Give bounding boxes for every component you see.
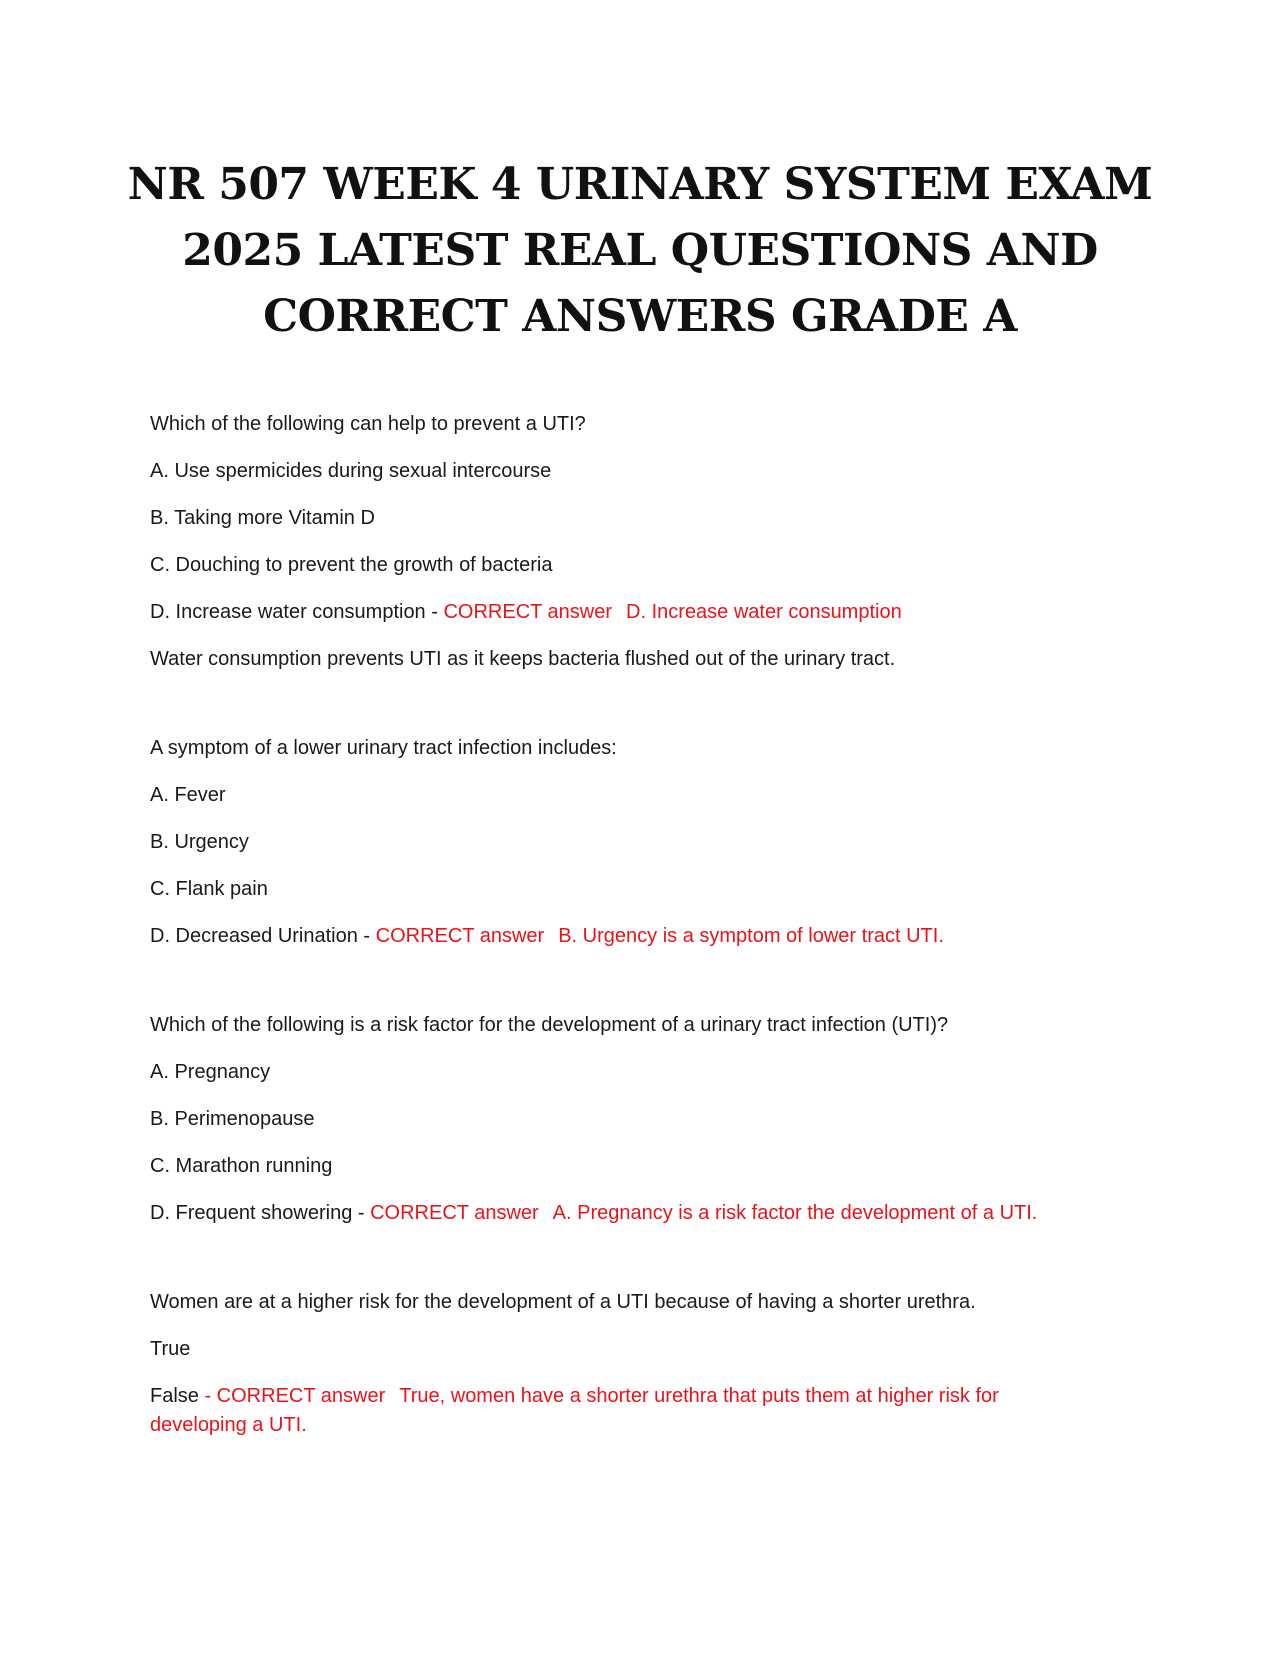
correct-answer-text: A. Pregnancy is a risk factor the development of a UTI. [552, 1202, 1038, 1224]
answer-option: B. Perimenopause [150, 1108, 315, 1130]
answer-option: C. Douching to prevent the growth of bacteria [150, 554, 553, 576]
answer-option: D. Decreased Urination - [150, 925, 376, 947]
question-text: Women are at a higher risk for the development of a UTI because of having a shorter urethra. [150, 1291, 976, 1313]
answer-option: A. Fever [150, 784, 226, 806]
correct-answer-label: CORRECT answer [375, 925, 545, 947]
answer-option: B. Urgency [150, 831, 249, 853]
answer-option-with-key [150, 922, 1090, 951]
correct-answer-label: CORRECT answer [443, 601, 613, 623]
question-text: A symptom of a lower urinary tract infection includes: [150, 737, 617, 759]
correct-answer-label: CORRECT answer [370, 1202, 539, 1224]
answer-option: A. Pregnancy [150, 1061, 271, 1083]
answer-option: A. Use spermicides during sexual intercourse [150, 460, 552, 482]
question-block-3 [150, 1011, 1090, 1228]
title-line: NR 507 WEEK 4 URINARY SYSTEM EXAM [127, 159, 1153, 210]
question-text: Which of the following is a risk factor for the development of a urinary tract infection (UTI)? [150, 1014, 949, 1036]
answer-option-with-key [150, 1199, 1090, 1228]
question-block-2 [150, 734, 1090, 951]
answer-option: True [150, 1338, 191, 1360]
answer-option-with-key [150, 598, 1090, 627]
question-block-1 [150, 410, 1090, 674]
answer-option: False [150, 1385, 205, 1407]
title-line: 2025 LATEST REAL QUESTIONS AND [182, 225, 1098, 276]
document-title [100, 152, 1180, 350]
answer-option: C. Flank pain [150, 878, 268, 900]
question-text: Which of the following can help to prevent a UTI? [150, 413, 586, 435]
answer-explanation: Water consumption prevents UTI as it keeps bacteria flushed out of the urinary tract. [150, 648, 896, 670]
document-body [150, 410, 1090, 1500]
title-line: CORRECT ANSWERS GRADE A [263, 291, 1017, 342]
question-block-4 [150, 1288, 1090, 1440]
answer-option: C. Marathon running [150, 1155, 333, 1177]
correct-answer-text: True, women have a shorter urethra that puts them at higher risk for developing a UTI. [150, 1385, 999, 1436]
correct-answer-text: B. Urgency is a symptom of lower tract UTI. [558, 925, 944, 947]
correct-answer-label: - CORRECT answer [204, 1385, 386, 1407]
answer-option: D. Increase water consumption - [150, 601, 444, 623]
answer-option: B. Taking more Vitamin D [150, 507, 375, 529]
correct-answer-text: D. Increase water consumption [626, 601, 902, 623]
answer-option: D. Frequent showering - [150, 1202, 371, 1224]
answer-option-with-key [150, 1382, 1090, 1440]
